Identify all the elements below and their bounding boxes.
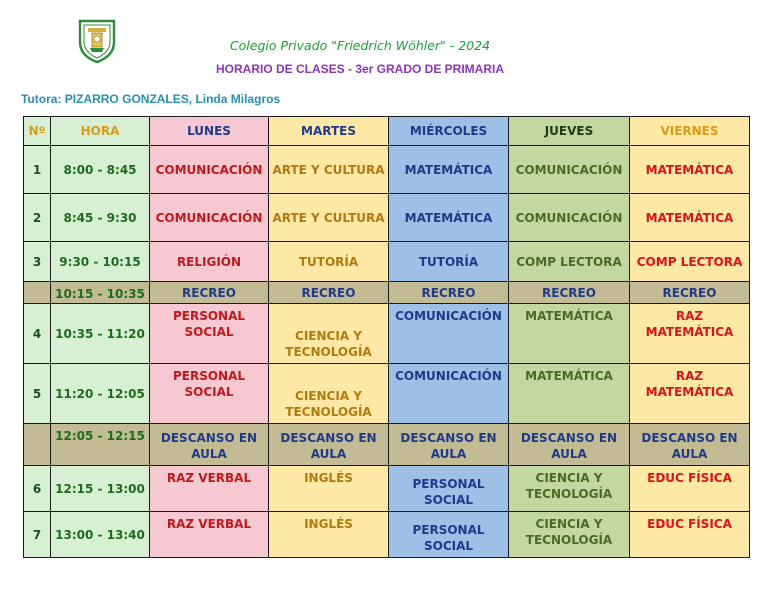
- cell-lunes: PERSONAL SOCIAL: [150, 304, 269, 364]
- header-miercoles: MIÉRCOLES: [389, 117, 509, 146]
- header-jueves: JUEVES: [509, 117, 630, 146]
- cell-martes: RECREO: [269, 282, 389, 304]
- cell-miercoles: RECREO: [389, 282, 509, 304]
- cell-viernes: EDUC FÍSICA: [630, 466, 750, 512]
- cell-viernes: RAZ MATEMÁTICA: [630, 304, 750, 364]
- tutor-name: Tutora: PIZARRO GONZALES, Linda Milagros: [21, 92, 281, 106]
- period-time: 10:35 - 11:20: [51, 304, 150, 364]
- cell-martes: ARTE Y CULTURA: [269, 194, 389, 242]
- cell-viernes: MATEMÁTICA: [630, 146, 750, 194]
- period-time: 8:00 - 8:45: [51, 146, 150, 194]
- period-number: 4: [24, 304, 51, 364]
- cell-lunes: COMUNICACIÓN: [150, 194, 269, 242]
- class-row: [24, 512, 750, 558]
- schedule-table: [23, 116, 750, 558]
- cell-jueves: MATEMÁTICA: [509, 364, 630, 424]
- cell-viernes: EDUC FÍSICA: [630, 512, 750, 558]
- cell-martes: CIENCIA Y TECNOLOGÍA: [269, 364, 389, 424]
- period-number: [24, 424, 51, 466]
- period-time: 11:20 - 12:05: [51, 364, 150, 424]
- header-viernes: VIERNES: [630, 117, 750, 146]
- header-row: [24, 117, 750, 146]
- cell-martes: CIENCIA Y TECNOLOGÍA: [269, 304, 389, 364]
- period-number: 2: [24, 194, 51, 242]
- cell-martes: INGLÉS: [269, 466, 389, 512]
- cell-lunes: PERSONAL SOCIAL: [150, 364, 269, 424]
- cell-viernes: RECREO: [630, 282, 750, 304]
- cell-miercoles: MATEMÁTICA: [389, 146, 509, 194]
- header-martes: MARTES: [269, 117, 389, 146]
- header-num: Nº: [24, 117, 51, 146]
- cell-lunes: DESCANSO EN AULA: [150, 424, 269, 466]
- cell-miercoles: DESCANSO EN AULA: [389, 424, 509, 466]
- cell-miercoles: PERSONAL SOCIAL: [389, 512, 509, 558]
- cell-miercoles: MATEMÁTICA: [389, 194, 509, 242]
- cell-lunes: RELIGIÓN: [150, 242, 269, 282]
- cell-miercoles: COMUNICACIÓN: [389, 304, 509, 364]
- header-hora: HORA: [51, 117, 150, 146]
- cell-jueves: COMUNICACIÓN: [509, 194, 630, 242]
- cell-jueves: COMUNICACIÓN: [509, 146, 630, 194]
- cell-viernes: RAZ MATEMÁTICA: [630, 364, 750, 424]
- cell-lunes: RAZ VERBAL: [150, 512, 269, 558]
- period-time: 9:30 - 10:15: [51, 242, 150, 282]
- cell-jueves: DESCANSO EN AULA: [509, 424, 630, 466]
- cell-lunes: COMUNICACIÓN: [150, 146, 269, 194]
- cell-martes: TUTORÍA: [269, 242, 389, 282]
- cell-viernes: COMP LECTORA: [630, 242, 750, 282]
- period-number: 7: [24, 512, 51, 558]
- period-number: 6: [24, 466, 51, 512]
- period-number: 3: [24, 242, 51, 282]
- class-row: [24, 146, 750, 194]
- period-number: 5: [24, 364, 51, 424]
- class-row: [24, 242, 750, 282]
- period-number: 1: [24, 146, 51, 194]
- period-time: 12:05 - 12:15: [51, 424, 150, 466]
- class-row: [24, 304, 750, 364]
- class-row: [24, 194, 750, 242]
- period-time: 8:45 - 9:30: [51, 194, 150, 242]
- period-number: [24, 282, 51, 304]
- class-row: [24, 466, 750, 512]
- cell-viernes: MATEMÁTICA: [630, 194, 750, 242]
- break-row: [24, 282, 750, 304]
- cell-lunes: RECREO: [150, 282, 269, 304]
- school-crest-logo: [78, 18, 116, 64]
- cell-jueves: COMP LECTORA: [509, 242, 630, 282]
- class-row: [24, 364, 750, 424]
- header-lunes: LUNES: [150, 117, 269, 146]
- cell-martes: ARTE Y CULTURA: [269, 146, 389, 194]
- cell-jueves: CIENCIA Y TECNOLOGÍA: [509, 512, 630, 558]
- cell-jueves: RECREO: [509, 282, 630, 304]
- cell-jueves: MATEMÁTICA: [509, 304, 630, 364]
- cell-martes: INGLÉS: [269, 512, 389, 558]
- break-row: [24, 424, 750, 466]
- cell-miercoles: PERSONAL SOCIAL: [389, 466, 509, 512]
- cell-miercoles: TUTORÍA: [389, 242, 509, 282]
- period-time: 12:15 - 13:00: [51, 466, 150, 512]
- period-time: 13:00 - 13:40: [51, 512, 150, 558]
- cell-viernes: DESCANSO EN AULA: [630, 424, 750, 466]
- schedule-title: HORARIO DE CLASES - 3er GRADO DE PRIMARIA: [215, 62, 505, 76]
- cell-lunes: RAZ VERBAL: [150, 466, 269, 512]
- cell-martes: DESCANSO EN AULA: [269, 424, 389, 466]
- cell-jueves: CIENCIA Y TECNOLOGÍA: [509, 466, 630, 512]
- period-time: 10:15 - 10:35: [51, 282, 150, 304]
- school-name: Colegio Privado "Friedrich Wöhler" - 2024: [229, 38, 491, 53]
- cell-miercoles: COMUNICACIÓN: [389, 364, 509, 424]
